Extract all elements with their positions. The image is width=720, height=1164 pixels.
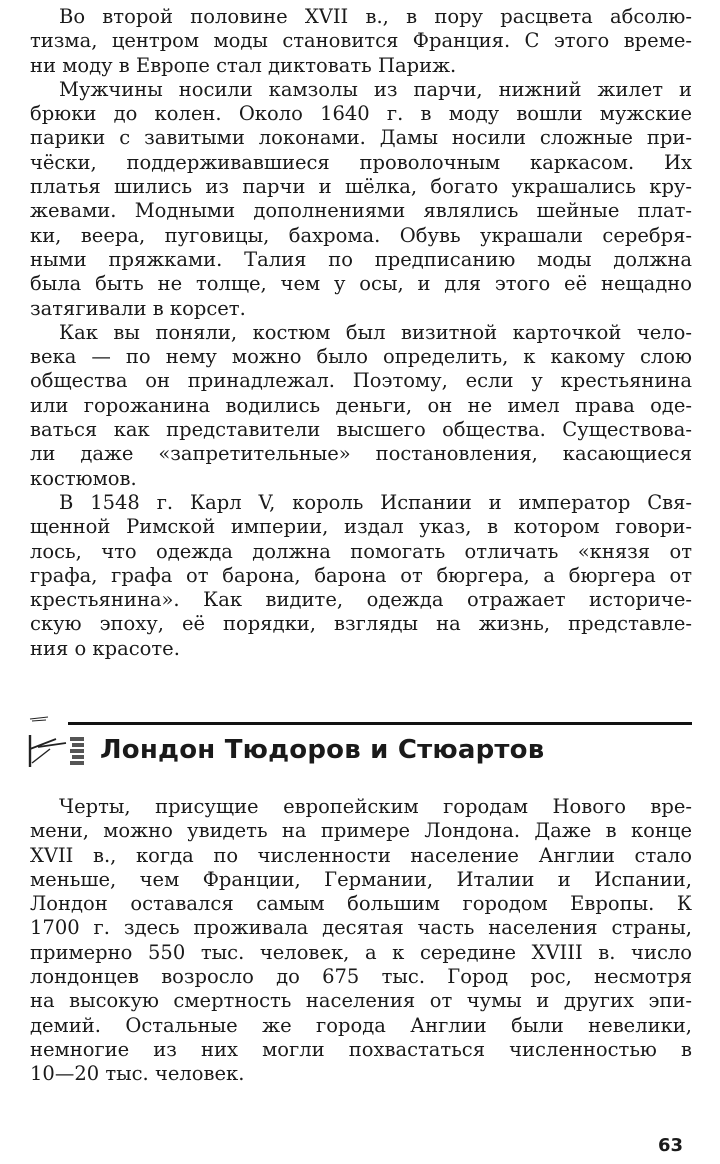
text-line: жевами. Модными дополнениями являлись шейные плат-	[30, 199, 692, 223]
section-heading: Лондон Тюдоров и Стюартов	[100, 735, 545, 765]
london-text-block	[30, 795, 692, 1087]
text-line: на высокую смертность населения от чумы и других эпи-	[30, 989, 692, 1013]
text-line: демий. Остальные же города Англии были невелики,	[30, 1013, 692, 1037]
text-line: ния о красоте.	[30, 636, 180, 660]
text-line: века — по нему можно было определить, к какому слою	[30, 345, 692, 369]
text-line: примерно 550 тыс. человек, а к середине XVIII в. число	[30, 940, 692, 964]
text-line: немногие из них могли похвастаться численностью в	[30, 1037, 692, 1061]
text-line: тизма, центром моды становится Франция. С этого време-	[30, 29, 692, 53]
text-line: костюмов.	[30, 466, 137, 490]
text-line: затягивали в корсет.	[30, 296, 246, 320]
text-line: ни моду в Европе стал диктовать Париж.	[30, 53, 457, 77]
text-line: Лондон оставался самым большим городом Европы. К	[30, 892, 692, 916]
text-line: Как вы поняли, костюм был визитной карточкой чело-	[59, 320, 692, 344]
text-line: или горожанина водились деньги, он не имел права оде-	[30, 393, 692, 417]
paragraph-charles-v-decree	[30, 491, 692, 661]
text-line: крестьянина». Как видите, одежда отражает историче-	[30, 588, 692, 612]
text-line: меньше, чем Франции, Германии, Италии и Испании,	[30, 867, 692, 891]
text-line: лондонцев возросло до 675 тыс. Город рос, несмотря	[30, 965, 692, 989]
paragraph-london-population	[30, 795, 692, 1087]
section-marker-icon	[26, 705, 96, 773]
text-line: мени, можно увидеть на примере Лондона. Даже в конце	[30, 819, 692, 843]
text-line: Мужчины носили камзолы из парчи, нижний жилет и	[59, 77, 692, 101]
paragraph-costume-description	[30, 78, 692, 321]
text-line: В 1548 г. Карл V, король Испании и император Свя-	[59, 490, 692, 514]
text-line: парики с завитыми локонами. Дамы носили сложные при-	[30, 126, 692, 150]
text-line: брюки до колен. Около 1640 г. в моду вошли мужские	[30, 102, 692, 126]
text-line: общества он принадлежал. Поэтому, если у крестьянина	[30, 369, 692, 393]
text-line: ными пряжками. Талия по предписанию моды должна	[30, 247, 692, 271]
text-line: чёски, поддерживавшиеся проволочным каркасом. Их	[30, 150, 692, 174]
text-line: щенной Римской империи, издал указ, в котором говори-	[30, 515, 692, 539]
text-line: ваться как представители высшего общества. Существова-	[30, 418, 692, 442]
section-divider	[68, 722, 692, 725]
paragraph-costume-status	[30, 321, 692, 491]
text-line: Во второй половине XVII в., в пору расцвета абсолю-	[59, 5, 692, 28]
text-line: ки, веера, пуговицы, бахрома. Обувь украшали серебря-	[30, 223, 692, 247]
text-line: платья шились из парчи и шёлка, богато украшались кру-	[30, 175, 692, 199]
text-line: XVII в., когда по численности население Англии стало	[30, 843, 692, 867]
paragraph-fashion-france	[30, 5, 692, 78]
text-line: скую эпоху, её порядки, взгляды на жизнь, представле-	[30, 612, 692, 636]
text-line: ли даже «запретительные» постановления, касающиеся	[30, 442, 692, 466]
text-line: Черты, присущие европейским городам Нового вре-	[59, 795, 692, 818]
text-line: 10—20 тыс. человек.	[30, 1062, 245, 1086]
page-number: 63	[658, 1135, 684, 1156]
text-line: была быть не толще, чем у осы, и для этого её нещадно	[30, 272, 692, 296]
text-line: лось, что одежда должна помогать отличать «князя от	[30, 539, 692, 563]
intro-text-block	[30, 5, 692, 661]
text-line: графа, графа от барона, барона от бюргера, а бюргера от	[30, 563, 692, 587]
text-line: 1700 г. здесь проживала десятая часть населения страны,	[30, 916, 692, 940]
